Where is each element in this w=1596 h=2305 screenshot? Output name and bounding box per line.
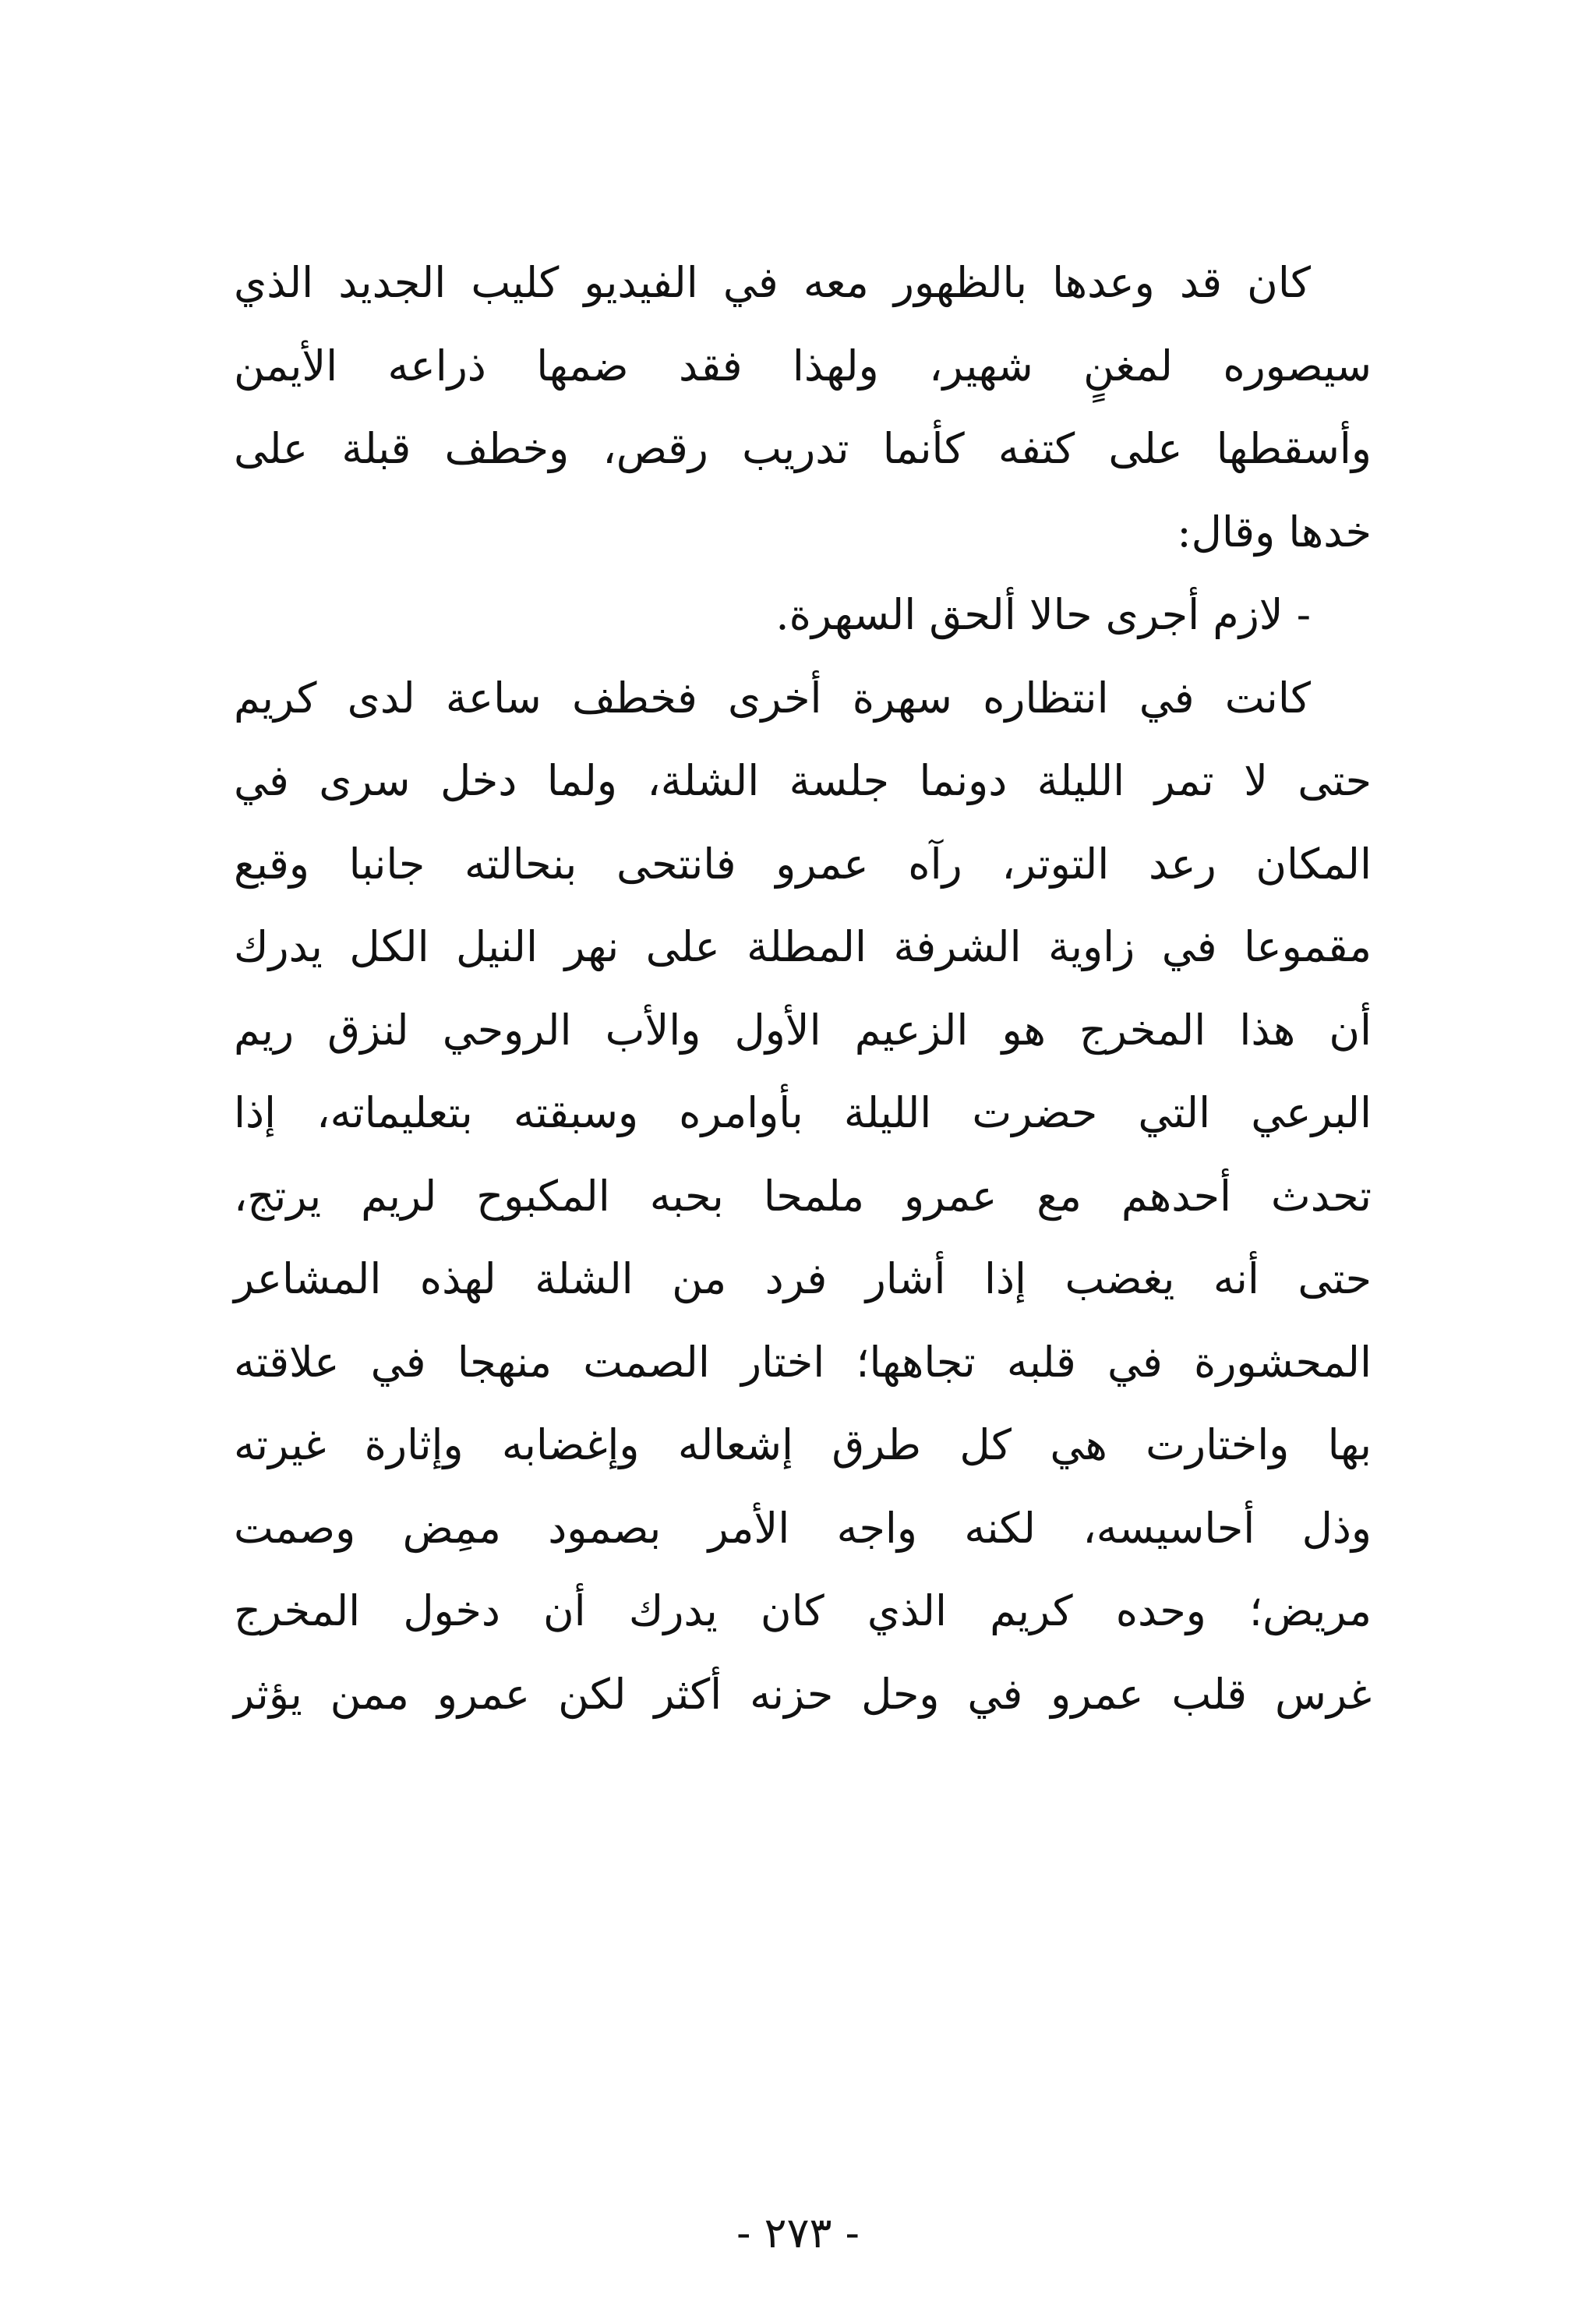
text-line-12: تحدث أحدهم مع عمرو ملمحا بحبه المكبوح لريم يرتج، — [234, 1171, 1372, 1221]
text-line-7: حتى لا تمر الليلة دونما جلسة الشلة، ولما دخل سرى في — [234, 756, 1372, 805]
dialogue-line: - لازم أجرى حالا ألحق السهرة. — [775, 590, 1311, 639]
text-line-1: كان قد وعدها بالظهور معه في الفيديو كليب الجديد الذي — [234, 258, 1311, 307]
text-line-4: خدها وقال: — [1177, 507, 1372, 557]
text-line-14: المحشورة في قلبه تجاهها؛ اختار الصمت منهجا في علاقته — [234, 1337, 1372, 1387]
body-text — [234, 242, 1372, 1736]
text-line-8: المكان رعد التوتر، رآه عمرو فانتحى بنحالته جانبا وقبع — [234, 839, 1372, 889]
text-line-16: وذل أحاسيسه، لكنه واجه الأمر بصمود ممِض وصمت — [234, 1503, 1372, 1553]
text-line-17: مريض؛ وحده كريم الذي كان يدرك أن دخول المخرج — [234, 1586, 1372, 1635]
text-line-18: غرس قلب عمرو في وحل حزنه أكثر لكن عمرو ممن يؤثر — [234, 1669, 1372, 1719]
text-line-6: كانت في انتظاره سهرة أخرى فخطف ساعة لدى كريم — [234, 673, 1311, 723]
text-line-2: سيصوره لمغنٍ شهير، ولهذا فقد ضمها ذراعه الأيمن — [234, 341, 1372, 391]
text-line-10: أن هذا المخرج هو الزعيم الأول والأب الروحي لنزق ريم — [234, 1005, 1372, 1055]
text-line-15: بها واختارت هي كل طرق إشعاله وإغضابه وإثارة غيرته — [234, 1420, 1372, 1469]
text-line-13: حتى أنه يغضب إذا أشار فرد من الشلة لهذه المشاعر — [234, 1254, 1372, 1303]
page-number: - ٢٧٣ - — [736, 2208, 860, 2257]
text-line-11: البرعي التي حضرت الليلة بأوامره وسبقته بتعليماته، إذا — [234, 1088, 1372, 1137]
text-line-3: وأسقطها على كتفه كأنما تدريب رقص، وخطف قبلة على — [234, 424, 1372, 473]
text-line-9: مقموعا في زاوية الشرفة المطلة على نهر النيل الكل يدرك — [234, 922, 1372, 971]
